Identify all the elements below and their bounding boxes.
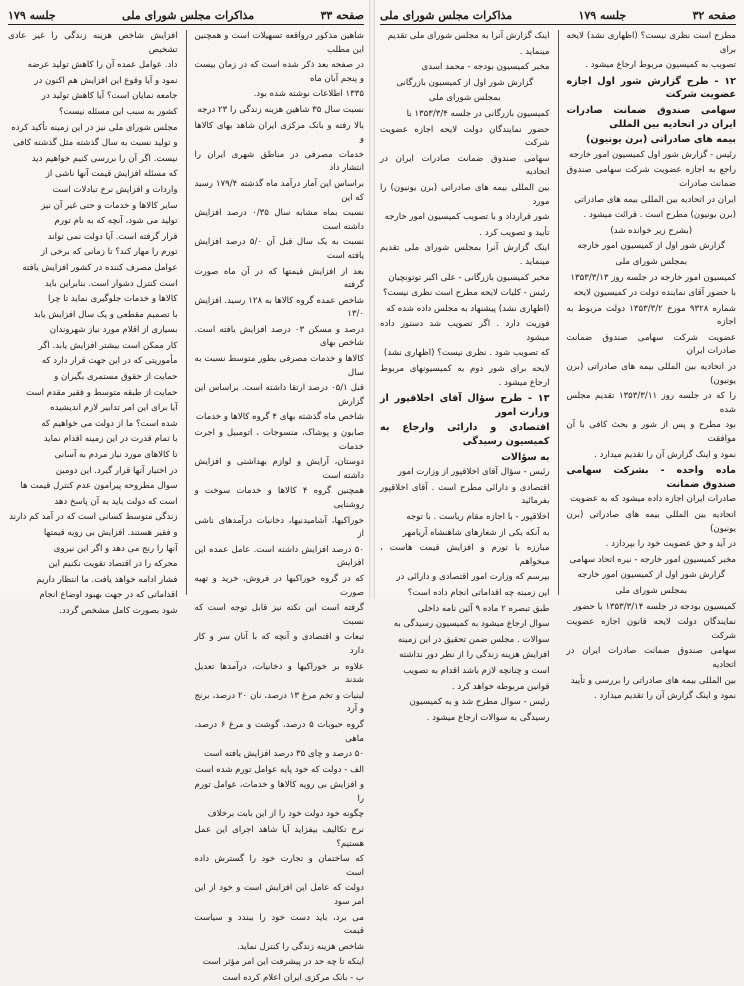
text-line: بین المللی بیمه های صادراتی (برن یونیون) را مورد <box>380 182 550 207</box>
text-line: ماده واحده - بشرکت سهامی صندوق ضمانت <box>566 465 736 490</box>
left-page-header <box>8 6 364 25</box>
text-line: که ساختمان و تجارت خود را گسترش داده است <box>194 854 364 878</box>
text-line: بمجلس شورای ملی <box>615 585 688 596</box>
text-line: سوال مطروحه پیرامون عدم کنترل قیمت ها <box>20 481 178 492</box>
text-line: حمایت از طبقه متوسط و فقیر مقدم است <box>25 387 178 398</box>
text-line: لبنیات و تخم مرغ ۱۳ درصد، نان ۲۰ درصد، برنج و آرد <box>194 690 364 715</box>
text-line: تا کالاهای مورد نیاز مردم به آسانی <box>54 450 178 461</box>
text-line: تولید می شود، آنچه که به نام تورم <box>54 216 178 227</box>
right-page-header <box>380 6 736 25</box>
right-page <box>372 0 744 723</box>
text-line: ۱۲ - طرح گزارش شور اول اجازه عضویت شرکت <box>566 75 736 101</box>
text-line: شماره ۹۳۲۸ مورخ ۱۳۵۳/۳/۲ دولت مربوط به اجازه <box>566 303 736 328</box>
text-line: سهامی صندوق ضمانت صادرات ایران در اتحادیه بین المللی <box>566 104 736 130</box>
left-page <box>0 0 372 983</box>
text-line: نسبت سال ۳۵ شاهین هزینه زندگی را ۲۳ درجه <box>197 104 364 115</box>
text-line: اینکه تا چه حد در پیشرفت این امر مؤثر است <box>202 957 364 968</box>
text-line: محرکه را در اقتصاد تقویت نکنیم این <box>48 559 178 570</box>
text-line: افزایش شاخص هزینه زندگی را غیر عادی تشخیص <box>8 31 178 55</box>
text-line: و افزایش بی رویه کالاها و خدمات، عوامل تورم را <box>194 780 364 804</box>
text-line: (برن یونیون) مطرح است . قرائت میشود . <box>583 210 736 221</box>
text-line: به سؤالات <box>501 451 550 463</box>
text-line: نرخ تکالیف بیفزاید آیا شاهد اجرای این عمل هستیم؟ <box>194 825 364 849</box>
text-line: است و چنانچه لازم باشد اقدام به تصویب <box>403 665 550 676</box>
text-line: علاوه بر خوراکیها و دخانیات، درآمدها تعدیل شدند <box>194 661 364 686</box>
text-line: کشور به سبب این مسئله نیست؟ <box>58 106 178 117</box>
text-line: رئیس - سؤال آقای اخلاقپور از وزارت امور <box>397 467 550 478</box>
text-line: اینک گزارش آنرا بمجلس شورای ملی تقدیم مینماید . <box>380 243 550 267</box>
text-line: مأموریتی که در این جهت قرار دارد که <box>41 356 178 367</box>
text-line: رئیس - کلیات لایحه مطرح است نظری نیست؟ <box>382 288 550 299</box>
text-line: تورم را مهار کند؟ تا زمانی که برخی از <box>40 247 178 258</box>
text-line: گزارش شور اول از کمیسیون امور خارجه <box>577 570 726 581</box>
text-line: براساس این آمار درآمد ماه گذشته ۱۷۹/۴ رسید که این <box>194 178 365 203</box>
text-line: دوستان، آرایش و لوازم بهداشتی و افزایش داشته است <box>194 457 364 481</box>
text-line: حمایت از حقوق مستمری بگیران و <box>54 372 178 383</box>
text-line: مبارزه با تورم و افزایش قیمت هاست ، میخواهم <box>380 543 550 567</box>
text-line: نسبت بماه مشابه سال ۰/۳۵ درصد افزایش داشته است <box>194 208 364 232</box>
text-line: و فقیر هستند. افزایش بی رویه قیمتها <box>43 528 178 538</box>
text-line: را که در جلسه روز ۱۳۵۳/۳/۱۱ تقدیم مجلس شده <box>566 391 736 415</box>
text-line: نیست. اگر آن را بررسی کنیم خواهیم دید <box>31 153 178 164</box>
text-line: با حضور آقای نماینده دولت در کمیسیون لایحه <box>573 288 736 299</box>
text-line: تصویب به کمیسیون مربوط ارجاع میشود . <box>585 60 736 71</box>
text-line: آنها را رنج می دهد و اگر این نیروی <box>53 543 178 554</box>
text-line: در صفحه بعد ذکر شده است که در زمان بیست و پنجم آبان ماه <box>194 60 364 84</box>
text-line: خوراکیها، آشامیدنیها، دخانیات درآمدهای ناشی از <box>194 515 364 540</box>
left-page-column-left <box>8 30 178 616</box>
text-line: نسبت به یک سال قبل آن ۵/۰ درصد افزایش یافته است <box>194 237 364 261</box>
text-line: نمود و آیا وقوع این افزایش هم اکنون در <box>34 75 178 86</box>
text-line: بسیاری از اقلام مورد نیاز شهروندان <box>49 325 178 336</box>
text-line: کالاها و خدمات مصرفی بطور متوسط نسبت به سال <box>194 354 364 378</box>
text-line: سهامی صندوق ضمانت صادرات ایران در اتحادیه <box>566 646 736 670</box>
text-line: قوانین مربوطه خواهد کرد . <box>451 681 550 692</box>
text-line: بمجلس شورای ملی <box>428 93 501 104</box>
text-line: دولت که عامل این افزایش است و خود از این امر سود <box>194 883 364 908</box>
text-line: نمود و اینک گزارش آن را تقدیم میدارد . <box>594 691 736 702</box>
text-line: الف - دولت که خود پایه عوامل تورم شده است <box>195 764 364 775</box>
text-line: ۵۰ درصد افزایش داشته است. عامل عمده این افزایش <box>194 544 364 569</box>
text-line: نمود و اینک گزارش آن را تقدیم میدارد . <box>594 449 736 460</box>
text-line: گزارش شور اول از کمیسیون امور خارجه <box>577 241 726 252</box>
text-line: گرفته است این نکته نیز قابل توجه است که نسبت <box>194 603 364 627</box>
text-line: جامعه نمایان است؟ آیا کاهش تولید در <box>41 91 178 102</box>
text-line: ۵۰ درصد و چای ۳۵ درصد افزایش یافته است <box>203 749 364 760</box>
text-line: است که دولت باید به آن پاسخ دهد <box>54 496 178 507</box>
text-line: مجلس شورای ملی نیز در این زمینه تأکید کرده <box>11 122 178 133</box>
text-line: عضویت شرکت سهامی صندوق ضمانت صادرات ایران <box>566 332 736 357</box>
text-line: بمجلس شورای ملی <box>615 256 688 267</box>
text-line: که مسئله افزایش قیمت آنها ناشی از <box>45 169 178 180</box>
text-line: تأیید و تصویب کرد . <box>479 227 550 238</box>
text-line: درصد و مسکن ۰۳ درصد افزایش یافته است. شاخص بهای <box>194 324 365 349</box>
text-line: اقتصادی و دارائی وارجاع به کمیسیون رسیدگی <box>380 422 550 448</box>
text-line: مخبر کمیسیون بودجه - محمد اسدی <box>421 62 550 73</box>
text-line: صادرات ایران اجازه داده میشود که به عضویت <box>570 494 736 505</box>
text-line: سهامی صندوق ضمانت صادرات ایران در اتحادیه <box>380 153 550 178</box>
text-line: که تصویب شود . نظری نیست؟ (اظهاری نشد) <box>383 348 550 359</box>
text-line: در اتحادیه بین المللی بیمه های صادراتی (برن یونیون) <box>566 362 736 386</box>
text-line: بپرسم که وزارت امور اقتصادی و دارائی در <box>396 572 550 583</box>
text-line: شده است؟ ما از دولت می خواهیم که <box>41 418 178 429</box>
text-line: اقتصادی و دارائی مطرح است . آقای اخلاقپور بفرمائید <box>380 482 550 507</box>
text-line: مخبر کمیسیون امور خارجه - نیره اتحاد سهامی <box>569 554 736 565</box>
text-line: نمایندگان دولت لایحه قانون اجازه عضویت شرکت <box>566 617 736 641</box>
column-divider <box>186 30 187 595</box>
text-line: طبق تبصره ۲ ماده ۹ آئین نامه داخلی <box>417 603 550 614</box>
text-line: لایحه برای شور دوم به کمیسیونهای مربوط ارجاع میشود . <box>380 364 550 388</box>
text-line: بیمه های صادراتی (برن یونیون) <box>586 134 736 146</box>
text-line: فشار ادامه خواهد یافت. ما انتظار داریم <box>36 574 178 585</box>
text-line: مخبر کمیسیون بازرگانی - علی اکبر توتونچیان <box>388 272 550 283</box>
text-line: آیا برای این امر تدابیر لازم اندیشیده <box>50 403 178 414</box>
text-line: صابون و پوشاک، منسوجات ، اتومبیل و اجرت خدمات <box>194 428 364 452</box>
text-line: در اختیار آنها قرار گیرد. این دومین <box>55 465 178 476</box>
text-line: شاخص هزینه زندگی را کنترل نماید. <box>237 941 364 952</box>
text-line: همچنین گروه ۴ کالاها و خدمات سوخت و روشنایی <box>194 486 364 510</box>
text-line: عوامل مصرف کننده در کشور افزایش یافته <box>22 262 178 273</box>
text-line: سوال ارجاع میشود به کمیسیون رسیدگی به <box>393 619 550 630</box>
text-line: است کنترل دشوار است. بنابراین باید <box>44 278 178 289</box>
text-line: کمیسیون بازرگانی در جلسه ۱۳۵۳/۳/۴ با <box>406 108 550 119</box>
text-line: ۱۳۳۵ اطلاعات نوشته شده بود. <box>253 89 364 100</box>
text-line: راجع به اجازه عضویت شرکت سهامی صندوق ضمانت صادرات <box>566 165 736 189</box>
text-line: اینک گزارش آنرا به مجلس شورای ملی تقدیم <box>387 31 550 41</box>
text-line: ایران در اتحادیه بین المللی بیمه های صادراتی <box>574 194 736 205</box>
left-page-columns <box>8 30 365 983</box>
left-page-title: مذاکرات مجلس شورای ملی <box>122 8 255 22</box>
right-page-session: جلسه ۱۷۹ <box>578 8 627 22</box>
text-line: گروه حبوبات ۵ درصد، گوشت و مرغ ۶ درصد، ماهی <box>194 719 364 744</box>
text-line: زندگی متوسط کسانی است که در آمد کم دارند <box>9 512 178 523</box>
text-line: می برد، باید دست خود را ببندد و سیاست قیمت <box>194 912 364 937</box>
right-page-title: مذاکرات مجلس شورای ملی <box>380 8 513 22</box>
text-line: داد. عوامل عمده آن را کاهش تولید عرضه <box>27 60 178 71</box>
text-line: شاخص عمده گروه کالاها به ۱۲۸ رسید. افزایش ۱۳/۰ <box>194 295 364 320</box>
text-line: کالاها و خدمات جلوگیری نماید تا چرا <box>47 294 178 305</box>
text-line: فوریت دارد . اگر تصویب شد دستور داده میشود <box>380 319 550 343</box>
text-line: کار ممکن است بیشتر افزایش یابد. اگر <box>38 340 178 351</box>
text-line: سوالات . مجلس ضمن تحقیق در این زمینه <box>397 634 550 645</box>
text-line: قرار گرفته است. آیا دولت نمی تواند <box>47 231 178 242</box>
text-line: (اظهاری نشد) پیشنهاد به مجلس داده شده که <box>386 303 550 314</box>
left-page-column-right <box>194 30 365 983</box>
right-page-column-left <box>380 30 550 723</box>
text-line: افزایش هزینه زندگی را از نظر دور نداشته <box>399 650 550 661</box>
right-page-column-right <box>566 30 737 702</box>
left-page-session: جلسه ۱۷۹ <box>8 8 56 22</box>
text-line: بین المللی بیمه های صادراتی را بررسی و تأیید <box>570 675 736 686</box>
text-line: چگونه خود دولت خود را از این بابت برخلاف <box>207 809 364 820</box>
text-line: ۱۳ - طرح سؤال آقای اخلاقپور از وزارت امور <box>380 393 550 418</box>
text-line: ب - بانک مرکزی ایران اعلام کرده است <box>222 973 364 983</box>
text-line: قبل ۰۵/۱ درصد ارتقا داشته است. براساس این گزارش <box>194 383 364 407</box>
text-line: بعد از افزایش قیمتها که در آن ماه صورت گرفته <box>194 266 364 291</box>
right-page-columns <box>380 30 736 723</box>
text-line: با تمام قدرت در این زمینه اقدام نماید <box>43 434 178 445</box>
text-line: اخلاقپور - با اجازه مقام ریاست . با توجه <box>406 512 550 522</box>
text-line: رسیدگی به سوالات ارجاع میشود . <box>426 712 550 723</box>
column-divider <box>558 30 559 595</box>
text-line: خدمات مصرفی در مناطق شهری ایران را انتشار داد <box>194 149 364 174</box>
text-line: در آید و حق عضویت خود را بپردازد . <box>605 539 736 550</box>
text-line: گزارش شور اول از کمیسیون بازرگانی <box>396 77 534 88</box>
text-line: مطرح است نظری نیست؟ (اظهاری نشد) لایحه برای <box>566 31 736 55</box>
left-page-number: صفحه ۳۳ <box>320 8 364 22</box>
text-line: شاخص ماه گذشته بهای ۴ گروه کالاها و خدمات <box>195 412 364 423</box>
text-line: و تولید نسبت به سال گذشته مثل گذشته کافی <box>13 138 178 149</box>
text-line: (بشرح زیر خوانده شد) <box>610 225 693 236</box>
text-line: با تصمیم مقطعی و یک سال افزایش یابد <box>33 309 178 320</box>
text-line: سایر کالاها و خدمات و حتی غیر آن نیز <box>41 200 178 211</box>
text-line: کمیسیون امور خارجه در جلسه روز ۱۳۵۳/۳/۱۳ <box>570 272 736 283</box>
text-line: اتحادیه بین المللی بیمه های صادراتی (برن یونیون) <box>566 510 736 534</box>
text-line: بالا رفته و بانک مرکزی ایران شاهد بهای کالاها و <box>194 120 364 145</box>
text-line: حضور نمایندگان دولت لایحه اجازه عضویت شرکت <box>380 124 550 149</box>
text-line: رئیس - گزارش شور اول کمیسیون امور خارجه <box>569 149 736 160</box>
text-line: شاهین مذکور درواقعه تسهیلات است و همچنین این مطلب <box>194 31 364 55</box>
text-line: رئیس - سوال مطرح شد و به کمیسیون <box>409 697 550 708</box>
text-line: این زمینه چه اقداماتی انجام داده است؟ <box>407 587 550 598</box>
text-line: اقداماتی که در جهت بهبود اوضاع انجام <box>39 590 178 601</box>
text-line: تبعات و اقتصادی و آنچه که با آنان سر و کار دارد <box>194 632 364 656</box>
text-line: به آنکه یکی از شعارهای شاهنشاه آریامهر <box>402 527 550 538</box>
text-line: واردات و افزایش نرخ تبادلات است <box>52 184 178 195</box>
text-line: شود بصورت کامل مشخص گردد. <box>59 605 178 616</box>
text-line: کمیسیون بودجه در جلسه ۱۳۵۳/۳/۱۴ با حضور <box>573 601 736 612</box>
text-line: شور قرارداد و با تصویب کمیسیون امور خارجه <box>384 212 550 223</box>
text-line: بود مطرح و پس از شور و بحث کافی با آن موافقت <box>566 420 736 445</box>
text-line: که در گروه خوراکیها در فروش، خرید و تهیه صورت <box>194 573 364 598</box>
right-page-number: صفحه ۳۲ <box>692 8 736 22</box>
text-line: مینماید . <box>519 46 550 57</box>
